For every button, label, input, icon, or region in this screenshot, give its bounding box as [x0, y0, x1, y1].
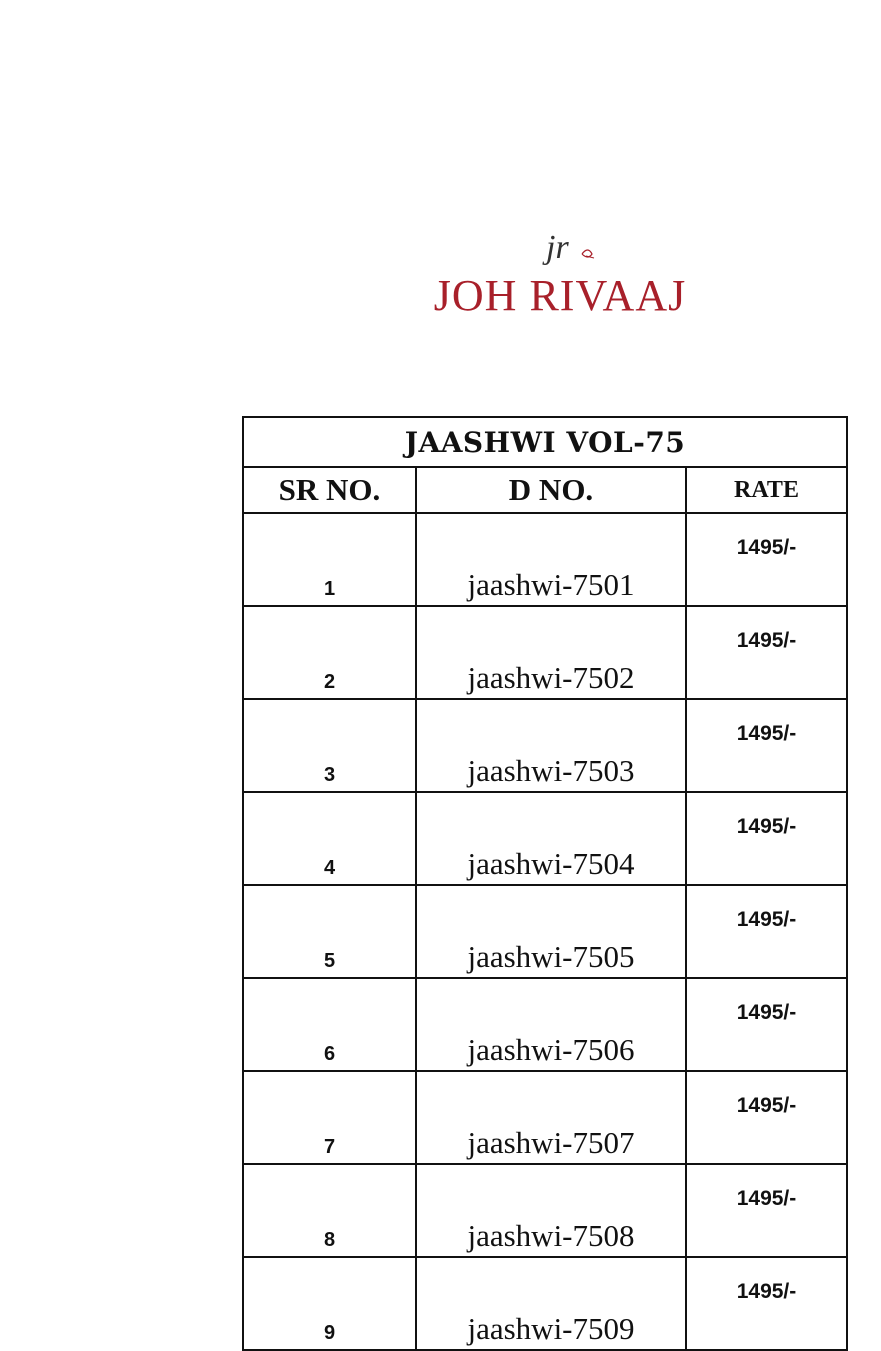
rate-cell: 1495/- [686, 792, 847, 885]
rate-cell: 1495/- [686, 1257, 847, 1350]
rate-cell: 1495/- [686, 699, 847, 792]
design-no-cell: jaashwi-7506 [416, 978, 686, 1071]
rate-cell: 1495/- [686, 606, 847, 699]
catalog-title-row [243, 417, 847, 467]
table-row [243, 1071, 847, 1164]
brand-monogram-text: jr [546, 229, 569, 266]
design-no-cell: jaashwi-7505 [416, 885, 686, 978]
brand-logo [400, 218, 720, 328]
table-row [243, 513, 847, 606]
table-row [243, 792, 847, 885]
sr-no-cell: 9 [243, 1257, 416, 1350]
design-no-cell: jaashwi-7504 [416, 792, 686, 885]
design-no-cell: jaashwi-7509 [416, 1257, 686, 1350]
catalog-title: JAASHWI VOL-75 [243, 417, 847, 467]
table-row [243, 885, 847, 978]
rate-cell: 1495/- [686, 1071, 847, 1164]
sr-no-cell: 7 [243, 1071, 416, 1164]
rate-cell: 1495/- [686, 978, 847, 1071]
design-no-cell: jaashwi-7502 [416, 606, 686, 699]
brand-monogram-icon [542, 224, 602, 274]
sr-no-cell: 2 [243, 606, 416, 699]
catalog-table [242, 416, 848, 1351]
sr-no-cell: 1 [243, 513, 416, 606]
rate-cell: 1495/- [686, 513, 847, 606]
table-row [243, 1257, 847, 1350]
header-d-no: D NO. [416, 467, 686, 513]
sr-no-cell: 3 [243, 699, 416, 792]
sr-no-cell: 6 [243, 978, 416, 1071]
design-no-cell: jaashwi-7503 [416, 699, 686, 792]
sr-no-cell: 8 [243, 1164, 416, 1257]
brand-name: JOH RIVAAJ [433, 271, 687, 320]
design-no-cell: jaashwi-7508 [416, 1164, 686, 1257]
header-rate: RATE [686, 467, 847, 513]
table-row [243, 1164, 847, 1257]
design-no-cell: jaashwi-7501 [416, 513, 686, 606]
header-row [243, 467, 847, 513]
header-sr-no: SR NO. [243, 467, 416, 513]
table-row [243, 606, 847, 699]
table-row [243, 978, 847, 1071]
sr-no-cell: 5 [243, 885, 416, 978]
table-row [243, 699, 847, 792]
design-no-cell: jaashwi-7507 [416, 1071, 686, 1164]
rate-cell: 1495/- [686, 1164, 847, 1257]
sr-no-cell: 4 [243, 792, 416, 885]
rate-cell: 1495/- [686, 885, 847, 978]
